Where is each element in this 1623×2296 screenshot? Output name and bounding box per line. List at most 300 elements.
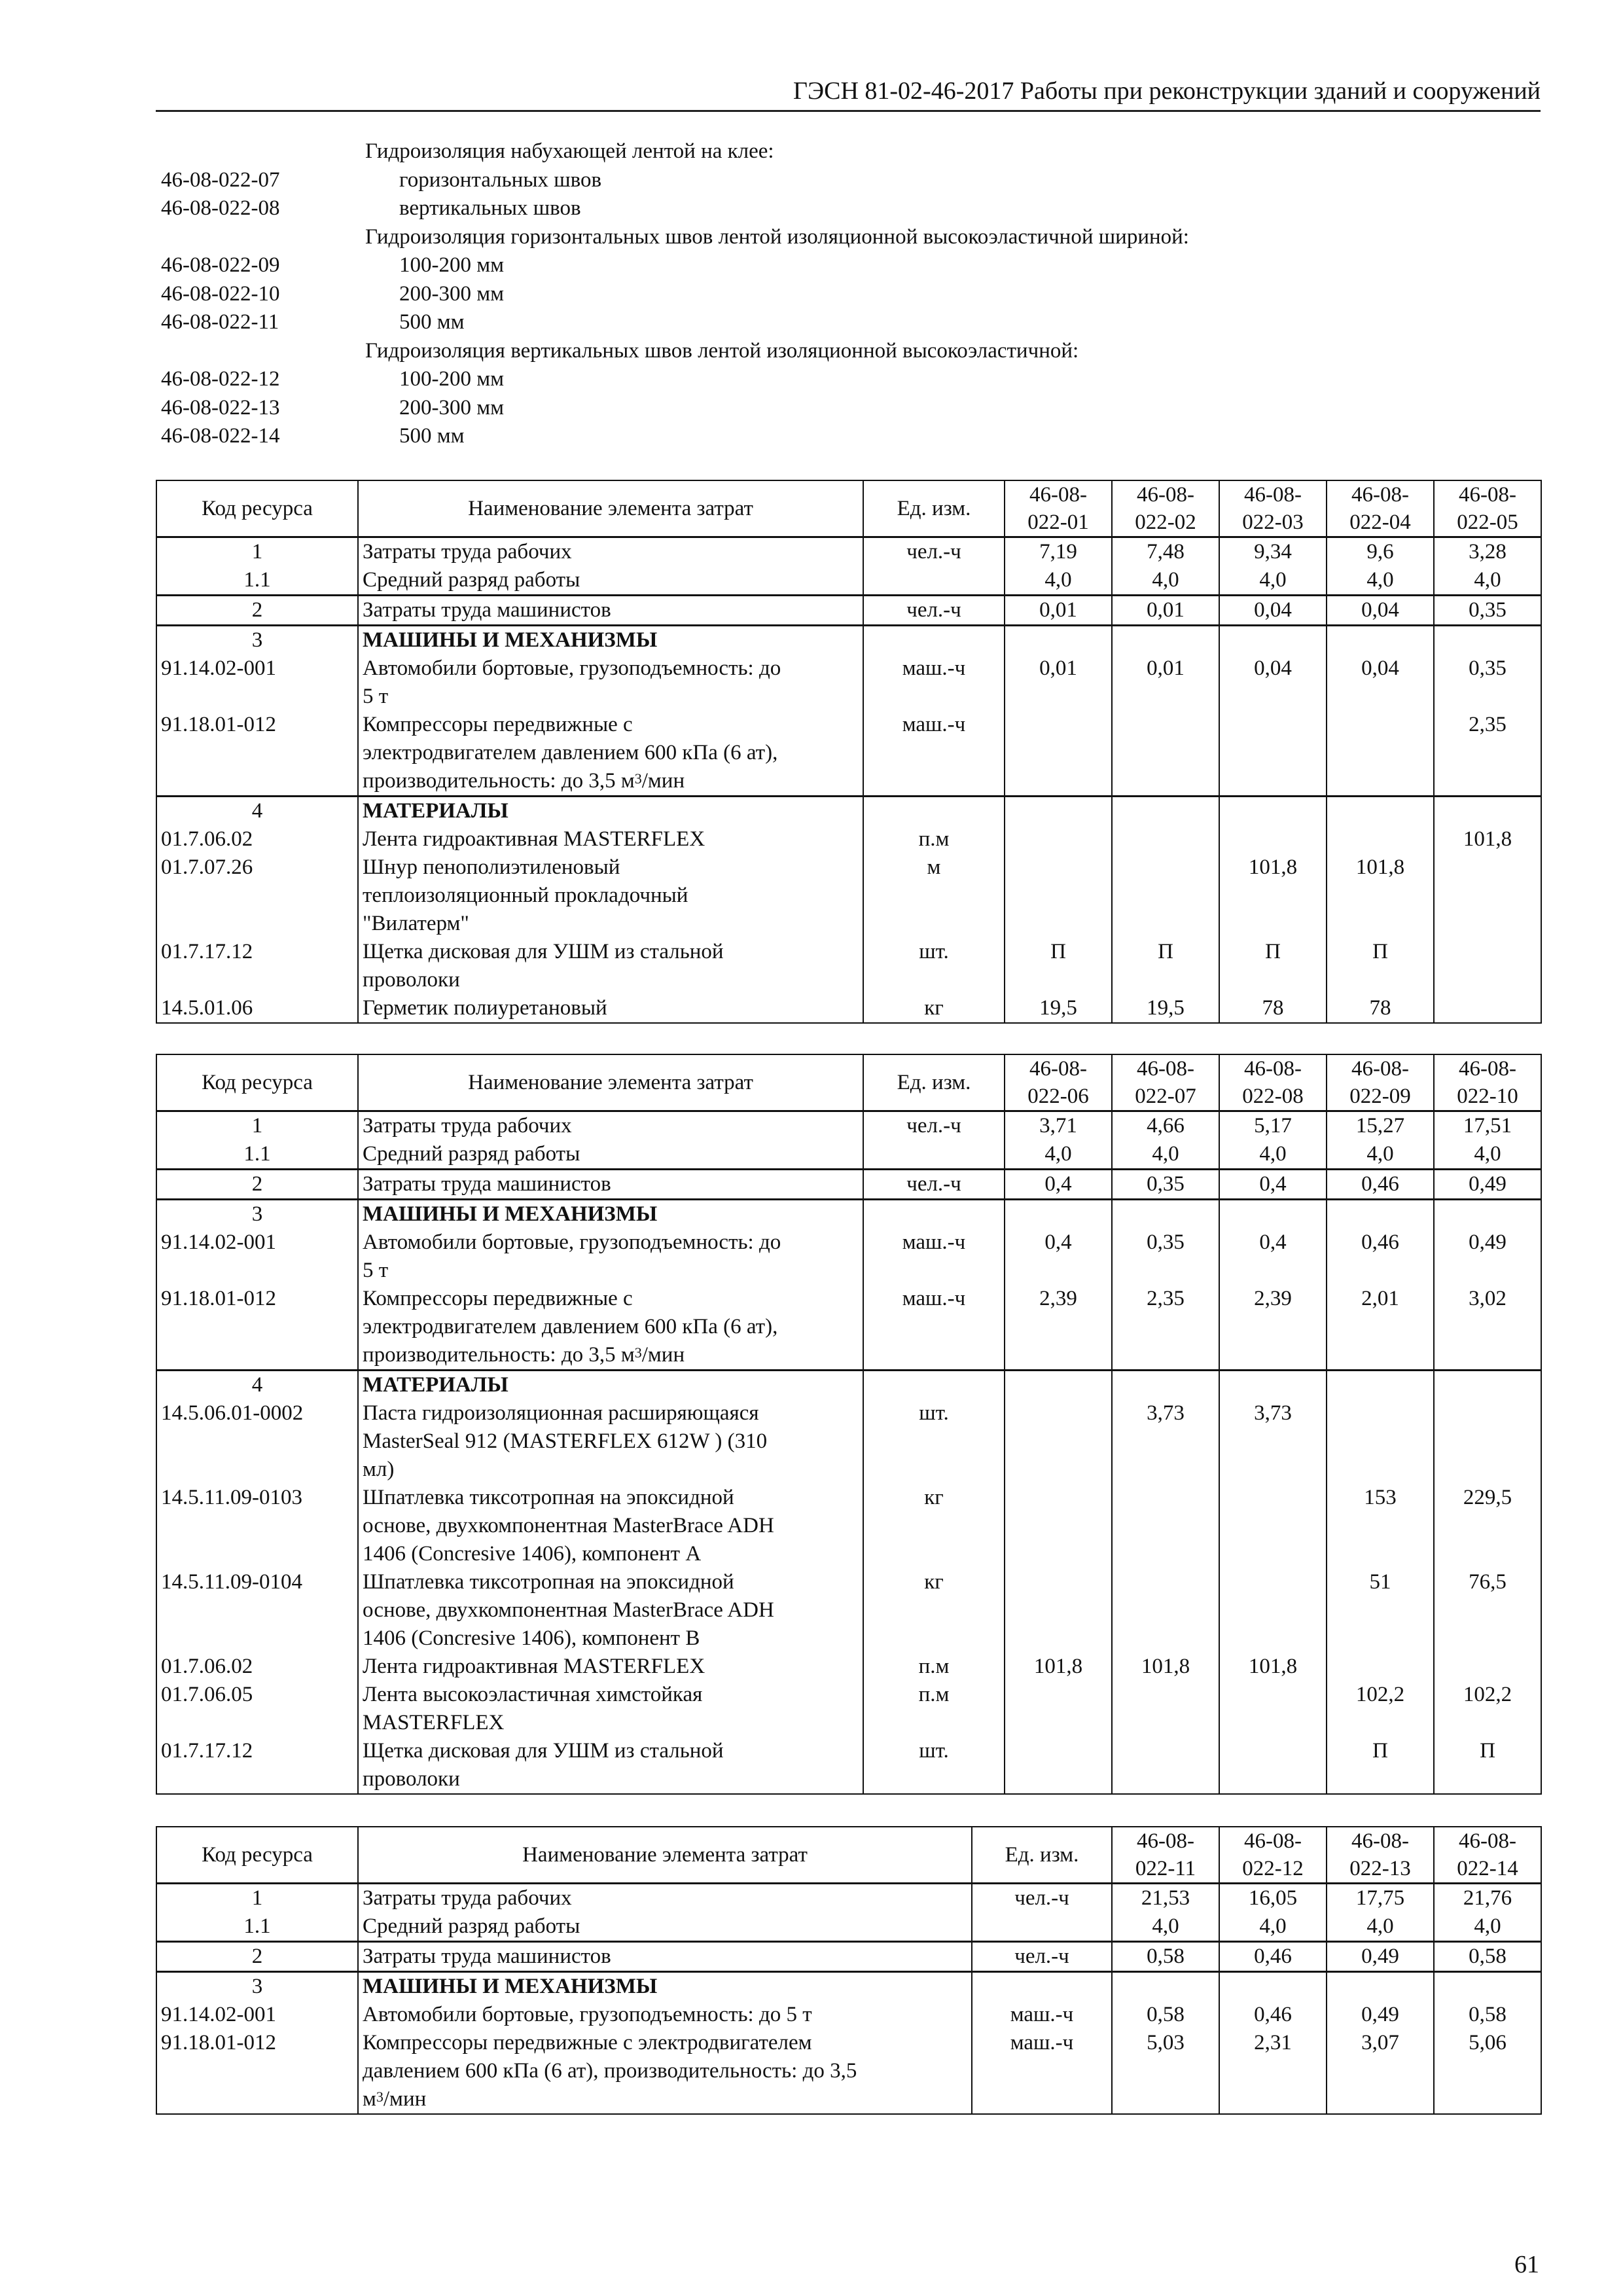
unit-of-measure: кг [863, 1568, 1005, 1653]
unit-of-measure: шт. [863, 1737, 1005, 1794]
consumption-value: 0,04 [1219, 596, 1327, 626]
consumption-value [1005, 1371, 1112, 1400]
table-row [156, 537, 1541, 567]
cost-element-name-line: Средний разряд работы [363, 1914, 580, 1938]
consumption-value: 21,76 [1434, 1884, 1541, 1913]
unit-of-measure [972, 1912, 1112, 1942]
header-norm-number [1327, 480, 1434, 537]
consumption-value: 16,05 [1219, 1884, 1327, 1913]
consumption-value [1219, 1568, 1327, 1653]
consumption-value: 4,0 [1219, 1140, 1327, 1170]
norm-title: 200-300 мм [399, 281, 505, 306]
header-name: Наименование элемента затрат [358, 1827, 972, 1884]
consumption-value: 78 [1219, 994, 1327, 1023]
table-row [156, 655, 1541, 711]
cost-element-name-line: производительность: до 3,5 $м^3$/мин [363, 1343, 685, 1367]
table-row [156, 1170, 1541, 1200]
cost-element-name-line: Затраты труда машинистов [363, 598, 611, 622]
consumption-value: 0,01 [1112, 655, 1219, 711]
consumption-value [1219, 711, 1327, 797]
consumption-value [1327, 1653, 1434, 1681]
unit-of-measure: чел.-ч [972, 1884, 1112, 1913]
unit-of-measure: шт. [863, 1399, 1005, 1484]
cost-element-name-line: МАТЕРИАЛЫ [363, 1373, 508, 1397]
consumption-value: 101,8 [1327, 853, 1434, 938]
norm-title: 500 мм [399, 310, 465, 334]
header-norm-number [1112, 1054, 1219, 1111]
cost-element-name-line: Герметик полиуретановый [363, 996, 607, 1020]
consumption-value: 4,0 [1005, 1140, 1112, 1170]
resource-code: 1.1 [156, 1912, 358, 1942]
consumption-value [1327, 825, 1434, 853]
consumption-value [1112, 1484, 1219, 1568]
consumption-value: 4,0 [1327, 1140, 1434, 1170]
consumption-value: 0,01 [1005, 655, 1112, 711]
consumption-value [1434, 1200, 1541, 1229]
norm-title: Гидроизоляция набухающей лентой на клее: [365, 139, 774, 163]
resource-code: 91.18.01-012 [156, 711, 358, 797]
consumption-value: 4,0 [1434, 1912, 1541, 1942]
norm-title: 500 мм [399, 424, 465, 448]
cost-element-name-line: Щетка дисковая для УШМ из стальной [363, 1739, 724, 1763]
consumption-value: 4,0 [1327, 1912, 1434, 1942]
header-code: Код ресурса [156, 1054, 358, 1111]
title-list-row [161, 251, 1535, 280]
norm-table-3 [156, 1826, 1542, 2115]
title-list-row [161, 422, 1535, 451]
cost-element-name [358, 2001, 972, 2029]
cost-element-name-line: 1406 (Concresive 1406), компонент А [363, 1542, 702, 1566]
norm-code [161, 137, 365, 166]
consumption-value: 0,58 [1112, 2001, 1219, 2029]
header-norm-number-line: 46-08- [1351, 1057, 1409, 1081]
header-norm-number-line: 022-04 [1349, 511, 1411, 534]
table-row [156, 1681, 1541, 1737]
resource-code: 14.5.06.01-0002 [156, 1399, 358, 1484]
norm-title: 100-200 мм [399, 367, 505, 391]
table-row [156, 1912, 1541, 1942]
resource-code: 1.1 [156, 1140, 358, 1170]
header-norm-number [1005, 480, 1112, 537]
consumption-value: 102,2 [1434, 1681, 1541, 1737]
consumption-value: 9,6 [1327, 537, 1434, 567]
unit-of-measure: п.м [863, 1681, 1005, 1737]
consumption-value: 0,49 [1434, 1229, 1541, 1285]
resource-code: 01.7.17.12 [156, 938, 358, 994]
consumption-value: 0,58 [1434, 2001, 1541, 2029]
cost-element-name [358, 1399, 863, 1484]
consumption-value: 0,58 [1434, 1942, 1541, 1972]
table-row [156, 1653, 1541, 1681]
resource-code: 01.7.06.02 [156, 825, 358, 853]
header-norm-number-line: 022-07 [1135, 1085, 1196, 1108]
header-norm-number-line: 022-14 [1457, 1857, 1518, 1880]
header-unit: Ед. изм. [863, 480, 1005, 537]
title-list-row [161, 166, 1535, 195]
consumption-value: П [1005, 938, 1112, 994]
header-norm-number-line: 022-08 [1242, 1085, 1304, 1108]
cost-element-name-line: производительность: до 3,5 $м^3$/мин [363, 769, 685, 793]
consumption-value: 17,75 [1327, 1884, 1434, 1913]
consumption-value: 102,2 [1327, 1681, 1434, 1737]
header-norm-number-line: 022-13 [1349, 1857, 1411, 1880]
header-norm-number-line: 022-06 [1027, 1085, 1089, 1108]
norm-code [161, 223, 365, 252]
cost-element-name [358, 1229, 863, 1285]
table-row [156, 1229, 1541, 1285]
consumption-value: 9,34 [1219, 537, 1327, 567]
resource-code: 1 [156, 537, 358, 567]
consumption-value: 0,35 [1112, 1170, 1219, 1200]
cost-element-name-line: давлением 600 кПа (6 ат), производительность: до 3,5 [363, 2059, 857, 2083]
header-norm-number-line: 022-09 [1349, 1085, 1411, 1108]
consumption-value: 0,46 [1327, 1229, 1434, 1285]
cost-element-name [358, 1200, 863, 1229]
cost-element-name-line: Средний разряд работы [363, 1142, 580, 1166]
consumption-value [1219, 1737, 1327, 1794]
cost-element-name-line: Автомобили бортовые, грузоподъемность: до [363, 1230, 781, 1254]
consumption-value: 0,04 [1327, 596, 1434, 626]
norm-code: 46-08-022-09 [161, 253, 280, 277]
cost-element-name [358, 1568, 863, 1653]
table-row [156, 1484, 1541, 1568]
header-norm-number-line: 022-02 [1135, 511, 1196, 534]
norm-title: горизонтальных швов [399, 168, 602, 192]
cost-element-name-line: Лента гидроактивная MASTERFLEX [363, 827, 705, 851]
unit-of-measure: п.м [863, 1653, 1005, 1681]
consumption-value: 3,73 [1112, 1399, 1219, 1484]
resource-code: 1 [156, 1884, 358, 1913]
consumption-value [1112, 711, 1219, 797]
unit-of-measure [863, 1200, 1005, 1229]
norm-code [161, 337, 365, 366]
header-norm-number-line: 46-08- [1459, 1057, 1516, 1081]
table-row [156, 1111, 1541, 1141]
table-row [156, 1884, 1541, 1913]
unit-of-measure: маш.-ч [863, 1229, 1005, 1285]
consumption-value [1327, 1399, 1434, 1484]
cost-element-name-line: "Вилатерм" [363, 912, 469, 935]
resource-code: 91.14.02-001 [156, 655, 358, 711]
consumption-value: 7,19 [1005, 537, 1112, 567]
consumption-value: 0,49 [1327, 2001, 1434, 2029]
cost-element-name-line: МАШИНЫ И МЕХАНИЗМЫ [363, 628, 658, 652]
consumption-value: 3,28 [1434, 537, 1541, 567]
cost-element-name-line: Затраты труда рабочих [363, 1886, 572, 1910]
consumption-value [1112, 797, 1219, 826]
resource-code: 3 [156, 1972, 358, 2001]
consumption-value: 17,51 [1434, 1111, 1541, 1141]
resource-code: 01.7.07.26 [156, 853, 358, 938]
header-norm-number-line: 46-08- [1351, 483, 1409, 507]
table-row [156, 1942, 1541, 1972]
consumption-value [1434, 1399, 1541, 1484]
cost-element-name-line: Компрессоры передвижные с [363, 713, 633, 736]
header-norm-number-line: 022-05 [1457, 511, 1518, 534]
header-row [156, 480, 1541, 537]
consumption-value: 15,27 [1327, 1111, 1434, 1141]
header-code: Код ресурса [156, 1827, 358, 1884]
cost-element-name-line: 5 т [363, 1259, 389, 1282]
consumption-value: 2,31 [1219, 2029, 1327, 2114]
resource-code: 91.14.02-001 [156, 2001, 358, 2029]
resource-code: 2 [156, 596, 358, 626]
cost-element-name [358, 2029, 972, 2114]
consumption-value: 4,66 [1112, 1111, 1219, 1141]
consumption-value: 4,0 [1434, 566, 1541, 596]
cost-element-name-line: основе, двухкомпонентная MasterBrace ADH [363, 1598, 774, 1622]
header-code: Код ресурса [156, 480, 358, 537]
cost-element-name-line: теплоизоляционный прокладочный [363, 884, 688, 907]
cost-element-name [358, 1912, 972, 1942]
header-norm-number-line: 46-08- [1244, 1057, 1302, 1081]
consumption-value: 0,35 [1434, 596, 1541, 626]
consumption-value: 19,5 [1005, 994, 1112, 1023]
header-norm-number [1434, 1054, 1541, 1111]
consumption-value: 5,17 [1219, 1111, 1327, 1141]
header-norm-number [1327, 1054, 1434, 1111]
header-norm-number-line: 022-10 [1457, 1085, 1518, 1108]
cost-element-name [358, 711, 863, 797]
table-row [156, 1200, 1541, 1229]
unit-of-measure: чел.-ч [972, 1942, 1112, 1972]
consumption-value: 0,01 [1112, 596, 1219, 626]
consumption-value [1327, 797, 1434, 826]
unit-of-measure: чел.-ч [863, 1170, 1005, 1200]
resource-code: 1.1 [156, 566, 358, 596]
title-list-row [161, 308, 1535, 337]
consumption-value: 0,49 [1327, 1942, 1434, 1972]
unit-of-measure [972, 1972, 1112, 2001]
table-row [156, 1568, 1541, 1653]
cost-element-name-line: Затраты труда рабочих [363, 540, 572, 564]
consumption-value [1434, 1972, 1541, 2001]
table-row [156, 2029, 1541, 2114]
unit-of-measure [863, 797, 1005, 826]
consumption-value: 4,0 [1219, 1912, 1327, 1942]
consumption-value: 2,35 [1112, 1285, 1219, 1371]
table-row [156, 596, 1541, 626]
table-row [156, 711, 1541, 797]
cost-element-name [358, 938, 863, 994]
header-norm-number [1434, 480, 1541, 537]
unit-of-measure: маш.-ч [863, 1285, 1005, 1371]
consumption-value: 0,35 [1112, 1229, 1219, 1285]
consumption-value: 0,46 [1219, 2001, 1327, 2029]
unit-of-measure [863, 1140, 1005, 1170]
cost-element-name-line: МАШИНЫ И МЕХАНИЗМЫ [363, 1202, 658, 1226]
norm-code: 46-08-022-11 [161, 310, 279, 334]
norm-table-1 [156, 480, 1542, 1024]
cost-element-name [358, 853, 863, 938]
consumption-value [1327, 1371, 1434, 1400]
consumption-value [1219, 797, 1327, 826]
unit-of-measure: маш.-ч [972, 2001, 1112, 2029]
table-row [156, 1972, 1541, 2001]
consumption-value: П [1434, 1737, 1541, 1794]
cost-element-name-line: Шпатлевка тиксотропная на эпоксидной [363, 1486, 734, 1509]
consumption-value [1005, 1200, 1112, 1229]
unit-of-measure: маш.-ч [972, 2029, 1112, 2114]
consumption-value: 0,58 [1112, 1942, 1219, 1972]
header-norm-number-line: 022-12 [1242, 1857, 1304, 1880]
norm-code: 46-08-022-12 [161, 367, 280, 391]
consumption-value: 3,71 [1005, 1111, 1112, 1141]
cost-element-name [358, 566, 863, 596]
header-unit: Ед. изм. [972, 1827, 1112, 1884]
cost-element-name-line: MASTERFLEX [363, 1711, 505, 1734]
consumption-value [1219, 1200, 1327, 1229]
consumption-value [1434, 853, 1541, 938]
unit-of-measure [863, 566, 1005, 596]
unit-of-measure: шт. [863, 938, 1005, 994]
consumption-value: П [1327, 1737, 1434, 1794]
consumption-value: 101,8 [1434, 825, 1541, 853]
consumption-value [1327, 1200, 1434, 1229]
cost-element-name-line: основе, двухкомпонентная MasterBrace ADH [363, 1514, 774, 1537]
title-list-row [161, 137, 1535, 166]
running-header: ГЭСН 81-02-46-2017 Работы при реконструкции зданий и сооружений [156, 73, 1541, 112]
table-row [156, 797, 1541, 826]
table-row [156, 825, 1541, 853]
resource-code: 4 [156, 797, 358, 826]
resource-code: 91.18.01-012 [156, 2029, 358, 2114]
table-row [156, 994, 1541, 1023]
norm-code: 46-08-022-07 [161, 168, 280, 192]
consumption-value: 5,03 [1112, 2029, 1219, 2114]
header-norm-number [1434, 1827, 1541, 1884]
cost-element-name [358, 655, 863, 711]
norm-title: вертикальных швов [399, 196, 581, 220]
header-norm-number-line: 022-03 [1242, 511, 1304, 534]
resource-code: 2 [156, 1942, 358, 1972]
consumption-value: 7,48 [1112, 537, 1219, 567]
header-norm-number [1219, 1054, 1327, 1111]
cost-element-name [358, 626, 863, 655]
header-norm-number [1219, 1827, 1327, 1884]
cost-element-name [358, 1170, 863, 1200]
consumption-value: 2,39 [1219, 1285, 1327, 1371]
title-list-row [161, 337, 1535, 366]
cost-element-name-line: Средний разряд работы [363, 568, 580, 592]
consumption-value [1112, 825, 1219, 853]
consumption-value: 4,0 [1434, 1140, 1541, 1170]
consumption-value [1434, 797, 1541, 826]
consumption-value: 0,46 [1327, 1170, 1434, 1200]
consumption-value: 3,07 [1327, 2029, 1434, 2114]
consumption-value: 4,0 [1005, 566, 1112, 596]
header-norm-number-line: 022-01 [1027, 511, 1089, 534]
cost-element-name-line: Затраты труда машинистов [363, 1945, 611, 1968]
consumption-value [1112, 1681, 1219, 1737]
consumption-value: 19,5 [1112, 994, 1219, 1023]
resource-code: 01.7.06.02 [156, 1653, 358, 1681]
consumption-value [1327, 626, 1434, 655]
consumption-value: П [1219, 938, 1327, 994]
consumption-value [1005, 853, 1112, 938]
norm-title: Гидроизоляция горизонтальных швов лентой изоляционной высокоэластичной шириной: [365, 224, 1189, 249]
consumption-value: 101,8 [1219, 1653, 1327, 1681]
consumption-value: 101,8 [1005, 1653, 1112, 1681]
header-norm-number-line: 46-08- [1244, 1829, 1302, 1853]
header-norm-number [1112, 480, 1219, 537]
consumption-value [1005, 1737, 1112, 1794]
cost-element-name-line: МАШИНЫ И МЕХАНИЗМЫ [363, 1975, 658, 1998]
cost-element-name [358, 1484, 863, 1568]
consumption-value: П [1327, 938, 1434, 994]
consumption-value [1219, 1371, 1327, 1400]
consumption-value: 78 [1327, 994, 1434, 1023]
header-norm-number-line: 022-11 [1135, 1857, 1196, 1880]
unit-of-measure: чел.-ч [863, 537, 1005, 567]
consumption-value [1005, 626, 1112, 655]
header-norm-number [1327, 1827, 1434, 1884]
consumption-value: 51 [1327, 1568, 1434, 1653]
header-norm-number-line: 46-08- [1351, 1829, 1409, 1853]
header-norm-number-line: 46-08- [1137, 483, 1194, 507]
consumption-value [1112, 626, 1219, 655]
unit-of-measure: кг [863, 994, 1005, 1023]
unit-of-measure: маш.-ч [863, 655, 1005, 711]
consumption-value: 0,4 [1005, 1229, 1112, 1285]
table-row [156, 566, 1541, 596]
cost-element-name-line: Компрессоры передвижные с [363, 1287, 633, 1310]
consumption-value: 4,0 [1112, 1912, 1219, 1942]
norm-code: 46-08-022-10 [161, 281, 280, 306]
title-list-row [161, 365, 1535, 394]
header-norm-number [1005, 1054, 1112, 1111]
header-norm-number [1219, 480, 1327, 537]
cost-element-name [358, 537, 863, 567]
unit-of-measure: кг [863, 1484, 1005, 1568]
consumption-value: 0,46 [1219, 1942, 1327, 1972]
unit-of-measure: маш.-ч [863, 711, 1005, 797]
resource-code: 3 [156, 1200, 358, 1229]
cost-element-name-line: Лента высокоэластичная химстойкая [363, 1683, 703, 1706]
resource-code: 91.18.01-012 [156, 1285, 358, 1371]
table-row [156, 1399, 1541, 1484]
consumption-value: 21,53 [1112, 1884, 1219, 1913]
cost-element-name-line: Компрессоры передвижные с электродвигателем [363, 2031, 812, 2054]
consumption-value: 5,06 [1434, 2029, 1541, 2114]
table-row [156, 853, 1541, 938]
title-list-row [161, 280, 1535, 309]
consumption-value [1005, 1484, 1112, 1568]
norm-title: Гидроизоляция вертикальных швов лентой изоляционной высокоэластичной: [365, 338, 1079, 363]
consumption-value: 0,49 [1434, 1170, 1541, 1200]
cost-element-name [358, 1111, 863, 1141]
norm-code: 46-08-022-08 [161, 196, 280, 220]
cost-element-name-line: $м^3$/мин [363, 2087, 427, 2111]
cost-element-name-line: МАТЕРИАЛЫ [363, 799, 508, 823]
consumption-value: 0,4 [1005, 1170, 1112, 1200]
resource-code: 3 [156, 626, 358, 655]
cost-element-name [358, 1681, 863, 1737]
unit-of-measure: чел.-ч [863, 1111, 1005, 1141]
consumption-value [1327, 1972, 1434, 2001]
norm-title-list [161, 137, 1535, 451]
header-unit: Ед. изм. [863, 1054, 1005, 1111]
cost-element-name [358, 825, 863, 853]
cost-element-name [358, 1653, 863, 1681]
consumption-value [1434, 626, 1541, 655]
header-row [156, 1827, 1541, 1884]
resource-code: 91.14.02-001 [156, 1229, 358, 1285]
consumption-value [1434, 1653, 1541, 1681]
consumption-value: 4,0 [1112, 566, 1219, 596]
consumption-value: 0,04 [1327, 655, 1434, 711]
consumption-value [1005, 1681, 1112, 1737]
